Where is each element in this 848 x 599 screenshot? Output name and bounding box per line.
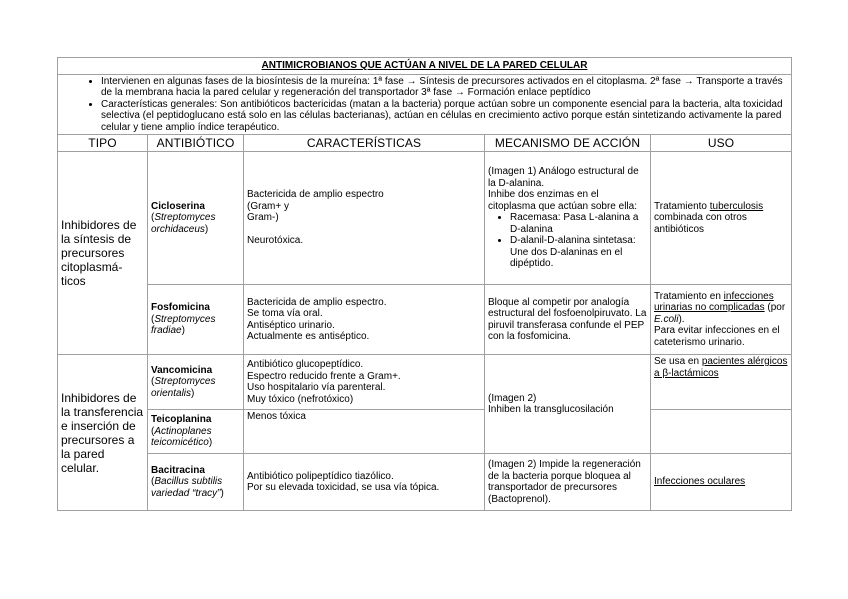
tipo-cell: Inhibidores de la síntesis de precursores citoplasmá-ticos xyxy=(58,152,148,355)
use-text: ). xyxy=(678,313,685,325)
use-cell xyxy=(651,152,792,285)
use-text: Se usa en xyxy=(654,356,702,367)
feature-line: Neurotóxica. xyxy=(247,235,304,247)
antibiotic-name: Vancomicina xyxy=(151,364,213,376)
feature-line: (Gram+ y xyxy=(247,200,289,212)
use-text: combinada con otros antibióticos xyxy=(654,212,747,235)
mechanism-bullet: • Racemasa: Pasa L-alanina a D-alanina xyxy=(510,212,647,235)
feature-line: Muy tóxico (nefrotóxico) xyxy=(247,393,354,405)
intro-item: • Características generales: Son antibióticos bactericidas (matan a la bacteria) porque actúan sobre un componente esencial para la bacteria, alta toxicidad selectiva (el peptidoglucano está solo en las células bacterianas), actúan en células en crecimiento activo porque están sintetizando activamente la pared celular y tiene amplio índice terapéutico. xyxy=(101,99,788,134)
intro-cell xyxy=(58,74,792,135)
feature-line: Bactericida de amplio espectro. xyxy=(247,296,387,308)
antibiotic-name: Cicloserina xyxy=(151,200,205,212)
use-link[interactable]: tuberculosis xyxy=(709,200,764,212)
feature-line: Actualmente es antiséptico. xyxy=(247,331,370,342)
use-italic: E.coli xyxy=(654,313,679,325)
antibiotic-cell: Bacitracina (Bacillus subtilis variedad “tracy”) xyxy=(148,454,244,511)
feature-line: Antibiótico glucopeptídico. xyxy=(247,359,364,370)
use-cell xyxy=(651,454,792,511)
feature-line: Antibiótico polipeptídico tiazólico. xyxy=(247,470,394,482)
features-cell xyxy=(244,410,485,454)
mechanism-bullet: • D-alanil-D-alanina sintetasa: Une dos D-alaninas en el dipéptido. xyxy=(510,235,647,270)
antibiotic-species: Streptomyces orientalis xyxy=(151,376,216,399)
header-uso: USO xyxy=(651,135,792,152)
header-caracteristicas: CARACTERÍSTICAS xyxy=(244,135,485,152)
header-antibiotico: ANTIBIÓTICO xyxy=(148,135,244,152)
antibiotic-name: Bacitracina xyxy=(151,464,205,476)
use-text: Tratamiento en xyxy=(654,290,724,302)
antibiotic-species: Bacillus subtilis variedad “tracy” xyxy=(151,476,223,499)
mechanism-cell xyxy=(485,152,651,285)
antibiotic-cell: Fosfomicina (Streptomyces fradiae) xyxy=(148,285,244,355)
use-cell xyxy=(651,285,792,355)
mechanism-line: (Imagen 2) xyxy=(488,392,537,404)
antimicrobials-table xyxy=(57,57,792,511)
use-cell-empty xyxy=(651,410,792,454)
feature-line: Uso hospitalario vía parenteral. xyxy=(247,382,386,393)
antibiotic-name: Teicoplanina xyxy=(151,414,212,426)
use-text: Para evitar infecciones en el cateterismo urinario. xyxy=(654,325,780,348)
feature-line: Gram-) xyxy=(247,212,279,224)
feature-line: Espectro reducido frente a Gram+. xyxy=(247,370,401,382)
mechanism-cell: (Imagen 2) Impide la regeneración de la bacteria porque bloquea al transportador de precursores (Bactoprenol). xyxy=(485,454,651,511)
mechanism-line: Inhiben la transglucosilación xyxy=(488,404,614,415)
use-cell xyxy=(651,355,792,410)
antibiotic-species: Actinoplanes teicomicético xyxy=(151,425,212,449)
use-link[interactable]: pacientes alérgicos a β-lactámicos xyxy=(654,356,788,379)
mechanism-cell xyxy=(485,355,651,454)
feature-line: Antiséptico urinario. xyxy=(247,319,335,331)
use-text: (por xyxy=(764,302,786,314)
use-link[interactable]: infecciones urinarias no complicadas xyxy=(654,290,774,314)
feature-line: Menos tóxica xyxy=(247,411,306,422)
features-cell xyxy=(244,355,485,410)
features-cell xyxy=(244,152,485,285)
features-cell xyxy=(244,454,485,511)
antibiotic-name: Fosfomicina xyxy=(151,302,210,314)
antibiotic-species: Streptomyces fradiae xyxy=(151,313,216,337)
use-link[interactable]: Infecciones oculares xyxy=(654,476,746,488)
tipo-cell: Inhibidores de la transferencia e inserción de precursores a la pared celular. xyxy=(58,355,148,511)
table-title: ANTIMICROBIANOS QUE ACTÚAN A NIVEL DE LA PARED CELULAR xyxy=(58,58,792,75)
use-text: Tratamiento xyxy=(654,200,710,212)
antibiotic-cell: Teicoplanina (Actinoplanes teicomicético) xyxy=(148,410,244,454)
features-cell xyxy=(244,285,485,355)
mechanism-cell: Bloque al competir por analogía estructural del fosfoenolpiruvato. La piruvil transferasa confunde el PEP con la fosfomicina. xyxy=(485,285,651,355)
mechanism-line: (Imagen 1) Análogo estructural de la D-alanina. xyxy=(488,166,639,189)
header-mecanismo: MECANISMO DE ACCIÓN xyxy=(485,135,651,152)
header-tipo: TIPO xyxy=(58,135,148,152)
antibiotic-species: Streptomyces orchidaceus xyxy=(151,212,216,235)
antibiotic-cell: Vancomicina (Streptomyces orientalis) xyxy=(148,355,244,410)
antibiotic-cell: Cicloserina (Streptomyces orchidaceus) xyxy=(148,152,244,285)
feature-line: Por su elevada toxicidad, se usa vía tópica. xyxy=(247,482,440,493)
feature-line: Se toma vía oral. xyxy=(247,308,323,319)
mechanism-line: Inhibe dos enzimas en el citoplasma que actúan sobre ella: xyxy=(488,189,637,212)
intro-item: • Intervienen en algunas fases de la biosíntesis de la mureína: 1ª fase → Síntesis de precursores activados en el citoplasma. 2ª fase → Transporte a través de la membrana hacia la pared celular y regeneración del transportador 3ª fase → Formación enlace peptídico xyxy=(101,76,788,99)
feature-line: Bactericida de amplio espectro xyxy=(247,189,384,201)
